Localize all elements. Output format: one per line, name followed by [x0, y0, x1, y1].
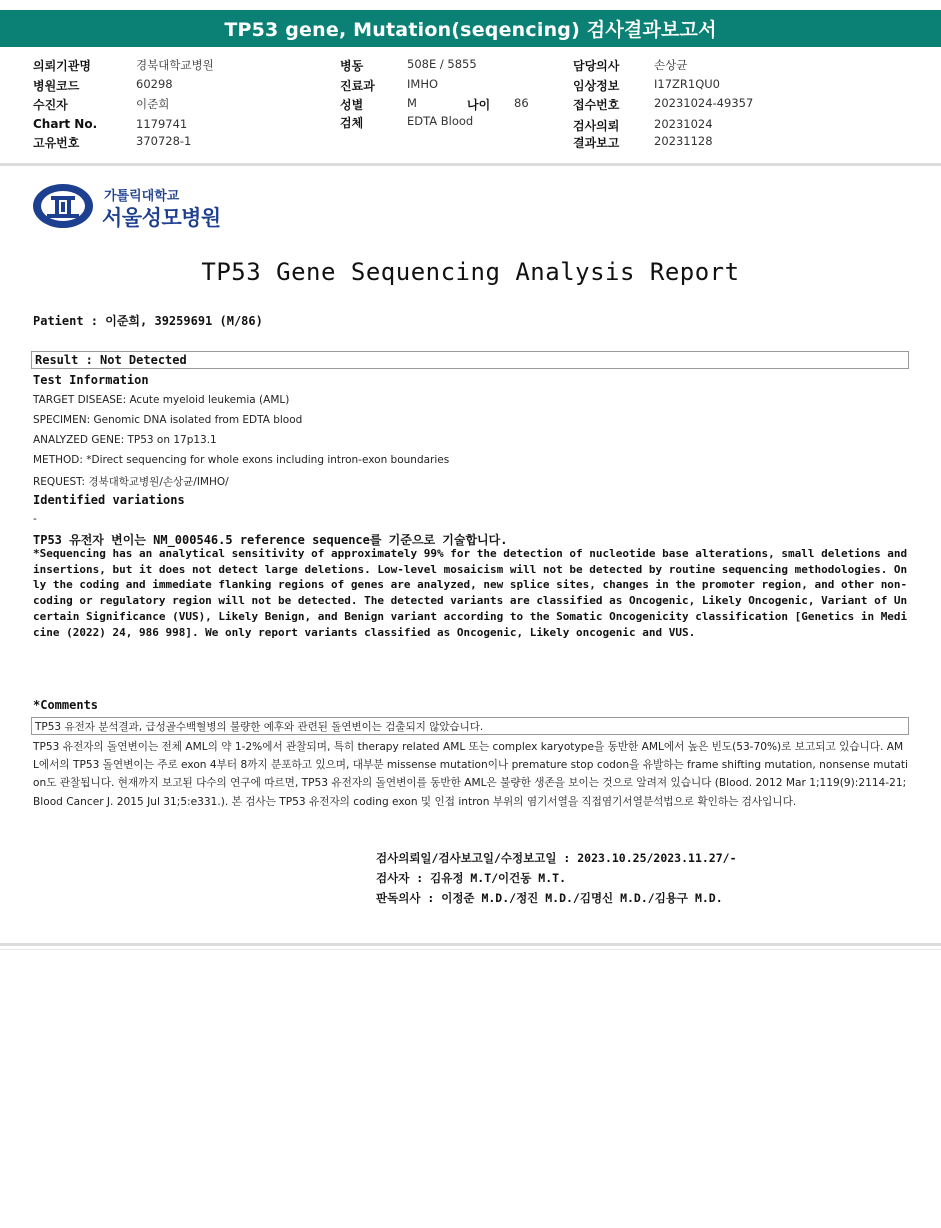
info-value: EDTA Blood — [407, 114, 474, 128]
info-label: 검체 — [340, 116, 364, 130]
request: REQUEST: 경북대학교병원/손상균/IMHO/ — [33, 476, 229, 488]
examiner: 검사자 : 김유정 M.T/이건동 M.T. — [376, 871, 566, 885]
info-label: 임상정보 — [573, 79, 620, 93]
info-label: 성별 — [340, 98, 364, 112]
info-value: 손상균 — [654, 58, 688, 72]
info-value: 370728-1 — [136, 134, 192, 148]
target-disease: TARGET DISEASE: Acute myeloid leukemia (AML) — [33, 394, 290, 406]
info-label: 진료과 — [340, 79, 375, 93]
info-label: 의뢰기관명 — [33, 59, 91, 73]
report-title: TP53 Gene Sequencing Analysis Report — [201, 258, 740, 286]
comment-summary: TP53 유전자 분석결과, 급성골수백혈병의 불량한 예후와 관련된 돌연변이는 검출되지 않았습니다. — [35, 720, 484, 733]
info-value: I17ZR1QU0 — [654, 77, 720, 91]
info-value: 20231128 — [654, 134, 713, 148]
info-label: 병동 — [340, 59, 364, 73]
divider — [0, 949, 941, 950]
result-text: Result : Not Detected — [35, 353, 187, 367]
info-value: 508E / 5855 — [407, 57, 477, 71]
analyzed-gene: ANALYZED GENE: TP53 on 17p13.1 — [33, 434, 217, 446]
info-value: 1179741 — [136, 117, 188, 131]
info-value: 20231024-49357 — [654, 96, 754, 110]
info-value: 이준희 — [136, 97, 170, 111]
info-label: 접수번호 — [573, 98, 620, 112]
report-header-title: TP53 gene, Mutation(seqencing) 검사결과보고서 — [224, 19, 717, 41]
hospital-logo — [32, 183, 222, 231]
info-label: 수진자 — [33, 98, 68, 112]
info-value: IMHO — [407, 77, 439, 91]
divider — [0, 943, 941, 946]
info-label: 담당의사 — [573, 59, 620, 73]
reference-note: TP53 유전자 변이는 NM_000546.5 reference sequence를 기준으로 기술합니다. — [33, 533, 508, 547]
identified-variations-heading: Identified variations — [33, 493, 185, 507]
divider — [0, 163, 941, 166]
info-label: 병원코드 — [33, 79, 80, 93]
report-title-bar — [0, 10, 941, 47]
result-box — [31, 351, 909, 369]
info-label: 고유번호 — [33, 136, 80, 150]
logo-university-name: 가톨릭대학교 — [104, 189, 180, 204]
info-value: 경북대학교병원 — [136, 58, 214, 72]
info-value: 20231024 — [654, 117, 713, 131]
info-label: 나이 — [467, 98, 491, 112]
specimen: SPECIMEN: Genomic DNA isolated from EDTA blood — [33, 414, 303, 426]
comments-heading: *Comments — [33, 698, 99, 712]
report-dates: 검사의뢰일/검사보고일/수정보고일 : 2023.10.25/2023.11.27/- — [376, 851, 737, 865]
logo-hospital-name: 서울성모병원 — [102, 206, 221, 230]
patient-line: Patient : 이준희, 39259691 (M/86) — [33, 314, 263, 328]
info-label: Chart No. — [33, 117, 98, 131]
method: METHOD: *Direct sequencing for whole exons including intron-exon boundaries — [33, 454, 450, 466]
disclaimer-paragraph: *Sequencing has an analytical sensitivity of approximately 99% for the detection of nucleotide base alterations, small deletions and insertions, but it does not detect large deletions. Low-level mosaicism will not be detected by routine sequencing methodologies. Only the coding and immediate flanking regions of genes are analyzed, new splice sites, changes in the promoter region, and other non-coding or regulatory region will not be detected. The detected variants are classified as Oncogenic, Likely Oncogenic, Variant of Uncertain Significance (VUS), Likely Benign, and Benign variant according to the Somatic Oncogenicity classification [Genetics in Medicine (2022) 24, 986 998]. We only report variants classified as Oncogenic, Likely oncogenic and VUS. — [33, 547, 908, 639]
info-value: 86 — [514, 96, 529, 110]
identified-variations-value: - — [33, 513, 37, 525]
info-label: 결과보고 — [573, 136, 620, 150]
info-value: M — [407, 96, 417, 110]
hospital-emblem-icon — [32, 183, 94, 231]
comment-summary-box — [31, 717, 909, 735]
reading-physician: 판독의사 : 이정준 M.D./정진 M.D./김명신 M.D./김용구 M.D. — [376, 891, 723, 905]
comment-body: TP53 유전자의 돌연변이는 전체 AML의 약 1-2%에서 관찰되며, 특히 therapy related AML 또는 complex karyotype을 동반한 AML에서 높은 빈도(53-70%)로 보고되고 있습니다. AML에서의 TP53 돌연변이는 주로 exon 4부터 8까지 분포하고 있으며, 대부분 missense mutation이나 premature stop codon을 유발하는 frame shifting mutation, nonsense mutation도 관찰됩니다. 현재까지 보고된 다수의 연구에 따르면, TP53 유전자의 돌연변이를 동반한 AML은 불량한 생존을 보이는 것으로 알려져 있습니다 (Blood. 2012 Mar 1;119(9):2114-21; Blood Cancer J. 2015 Jul 31;5:e331.). 본 검사는 TP53 유전자의 coding exon 및 인접 intron 부위의 염기서열을 직접염기서열분석법으로 확인하는 검사입니다. — [33, 741, 908, 808]
info-value: 60298 — [136, 77, 173, 91]
info-label: 검사의뢰 — [573, 119, 620, 133]
test-info-heading: Test Information — [33, 373, 149, 387]
